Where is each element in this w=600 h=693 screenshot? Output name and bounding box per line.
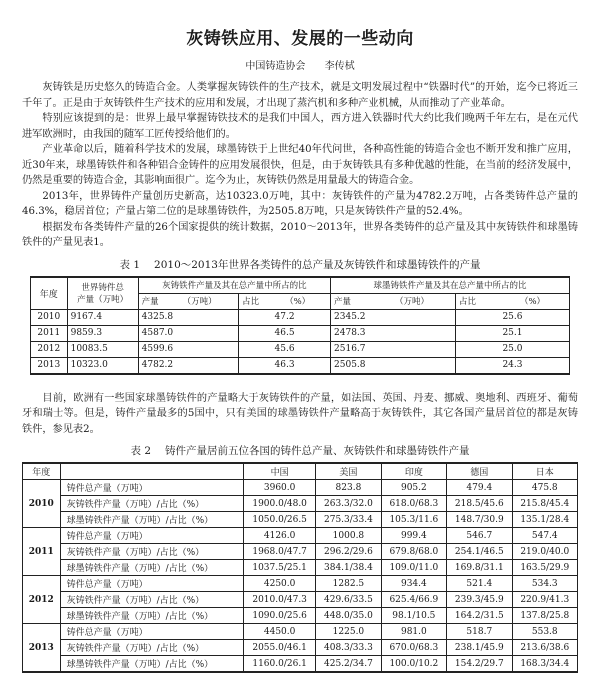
t2-header-year: 年度 xyxy=(23,463,61,480)
table-1 xyxy=(30,276,570,375)
byline xyxy=(22,57,578,72)
table-row: 2012 铸件总产量（万吨） 4250.0 1282.5 934.4 521.4 534.3 xyxy=(23,576,578,592)
t1-subheader-gray-pct: 占比 （%） xyxy=(239,293,331,309)
paragraph-2: 特别应该提到的是：世界上最早掌握铸铁技术的是我们中国人，西方进入铁器时代大约比我们晚两千年左右，是在元代进军欧洲时，由我国的随军工匠传授给他们的。 xyxy=(22,113,578,140)
t1-header-total: 世界铸件总 产量（万吨） xyxy=(67,277,138,310)
paragraph-1: 灰铸铁是历史悠久的铸造合金。人类掌握灰铸铁件的生产技术，就是文明发展过程中“铁器时代”的开始，迄今已将近三千年了。正是由于灰铸铁件生产技术的应用和发展，才出现了蒸汽机和多种产业机械，从而推动了产业革命。 xyxy=(22,82,578,109)
table2-caption xyxy=(22,443,578,458)
table-row: 球墨铸铁件产量（万吨）/占比（%） 1050.0/26.5 275.3/33.4 105.3/11.6 148.7/30.9 135.1/28.4 xyxy=(23,512,578,528)
article-title: 灰铸铁应用、发展的一些动向 xyxy=(186,29,414,49)
table-row: 2013 铸件总产量（万吨） 4450.0 1225.0 981.0 518.7 553.8 xyxy=(23,624,578,640)
paragraph-5: 根据发布各类铸件产量的26个国家提供的统计数据，2010～2013年，世界各类铸件的总产量及其中灰铸铁件和球墨铸铁件的产量见表1。 xyxy=(22,221,578,248)
table-row: 灰铸铁件产量（万吨）/占比（%） 1968.0/47.7 296.2/29.6 679.8/68.0 254.1/46.5 219.0/40.0 xyxy=(23,544,578,560)
table-row: 2011 铸件总产量（万吨） 4126.0 1000.8 999.4 546.7 547.4 xyxy=(23,528,578,544)
t1-header-gray: 灰铸铁件产量及其在总产量中所占的比 xyxy=(138,277,330,294)
paragraph-3: 产业革命以后，随着科学技术的发展，球墨铸铁于上世纪40年代问世，各种高性能的铸造合金也不断开发和推广应用，近30年来，球墨铸铁件和各种铝合金铸件的应用发展很快，但是，由于灰铸铁具有多种优越的性能，在当前的经济发展中，仍然是重要的铸造合金，其影响面很广。迄今为止，灰铸铁仍然是用量最大的铸造合金。 xyxy=(22,144,578,186)
table-row: 2010 9167.4 4325.8 47.2 2345.2 25.6 xyxy=(31,309,570,325)
t1-subheader-gray-prod: 产量 （万吨） xyxy=(138,293,238,309)
table-row: 球墨铸铁件产量（万吨）/占比（%） 1037.5/25.1 384.1/38.4 109.0/11.0 169.8/31.1 163.5/29.9 xyxy=(23,560,578,576)
author-name: 李传栻 xyxy=(324,61,355,72)
paragraph-6: 目前，欧洲有一些国家球墨铸铁件的产量略大于灰铸铁件的产量，如法国、英国、丹麦、挪威、奥地利、西班牙、葡萄牙和瑞士等。但是，铸件产量最多的5国中，只有美国的球墨铸铁件产量略高于灰铸铁件，其它各国产量居首位的都是灰铸铁件，参见表2。 xyxy=(22,392,578,435)
paragraph-4: 2013年，世界铸件产量创历史新高，达10323.0万吨，其中：灰铸铁件的产量为4782.2万吨，占各类铸件总产量的46.3%，稳居首位；产量占第二位的是球墨铸铁件，为2505.8万吨，只是灰铸铁件产量的52.4%。 xyxy=(22,190,578,217)
table-row: 2010 铸件总产量（万吨） 3960.0 823.8 905.2 479.4 475.8 xyxy=(23,480,578,496)
table-row: 2012 10083.5 4599.6 45.6 2516.7 25.0 xyxy=(31,341,570,357)
table2-title: 铸件产量居前五位各国的铸件总产量、灰铸铁件和球墨铸铁件产量 xyxy=(165,445,470,457)
table2-number: 表 2 xyxy=(130,445,152,457)
table-row: 灰铸铁件产量（万吨）/占比（%） 2055.0/46.1 408.3/33.3 670.0/68.3 238.1/45.9 213.6/38.6 xyxy=(23,640,578,656)
table-row: 2013 10323.0 4782.2 46.3 2505.8 24.3 xyxy=(31,357,570,374)
t1-subheader-duct-pct: 占比 （%） xyxy=(455,293,569,309)
table-row: 灰铸铁件产量（万吨）/占比（%） 1900.0/48.0 263.3/32.0 618.0/68.3 218.5/45.6 215.8/45.4 xyxy=(23,496,578,512)
table1-title: 2010～2013年世界各类铸件的总产量及灰铸铁件和球墨铸铁件的产量 xyxy=(154,258,481,271)
table1-caption xyxy=(22,257,578,272)
t2-header-row: 年度 中国 美国 印度 德国 日本 xyxy=(23,463,578,480)
t1-header-ductile: 球墨铸铁件产量及其在总产量中所占的比 xyxy=(331,277,570,294)
table-row: 球墨铸铁件产量（万吨）/占比（%） 1090.0/25.6 448.0/35.0 98.1/10.5 164.2/31.5 137.8/25.8 xyxy=(23,608,578,624)
table-2 xyxy=(22,462,578,673)
t1-subheader-duct-prod: 产量 （万吨） xyxy=(331,293,456,309)
t1-header-year: 年度 xyxy=(31,277,68,310)
author-org: 中国铸造协会 xyxy=(245,61,306,72)
table-row: 灰铸铁件产量（万吨）/占比（%） 2010.0/47.3 429.6/33.5 625.4/66.9 239.3/45.9 220.9/41.3 xyxy=(23,592,578,608)
table-row: 2011 9859.3 4587.0 46.5 2478.3 25.1 xyxy=(31,325,570,341)
table-row: 球墨铸铁件产量（万吨）/占比（%） 1160.0/26.1 425.2/34.7 100.0/10.2 154.2/29.7 168.3/34.4 xyxy=(23,656,578,673)
table1-number: 表 1 xyxy=(119,258,141,271)
